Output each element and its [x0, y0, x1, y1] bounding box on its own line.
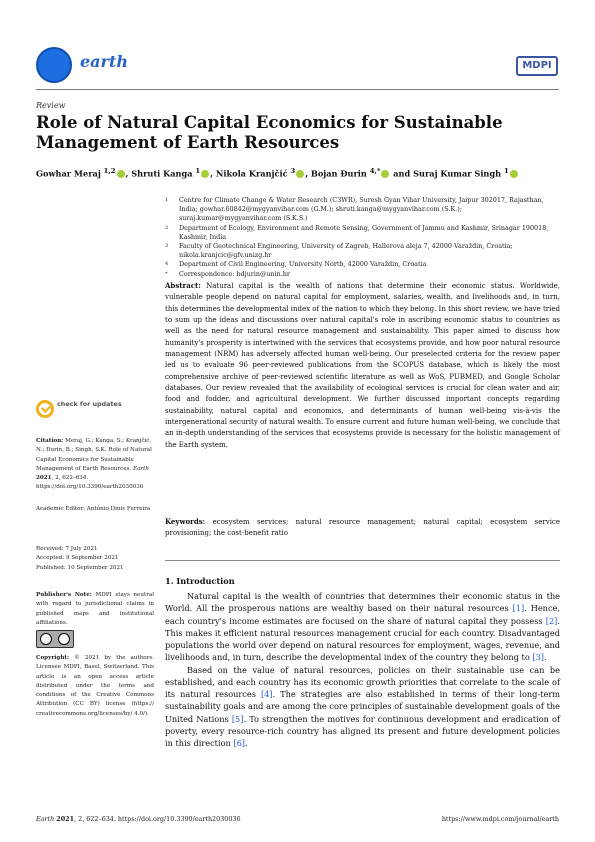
footer-journal-url[interactable]: https://www.mdpi.com/journal/earth: [441, 815, 559, 823]
article-title: Role of Natural Capital Economics for Sustainable Management of Earth Resources: [36, 113, 503, 152]
reference-link[interactable]: [6]: [233, 738, 246, 748]
abstract-text: Natural capital is the wealth of nations that determine their economic status. Worldwide, vulnerable people depend on natural capital for employment, salaries, wealth, and livelihoods and, in turn, this determines the developmental index of the nation to which they belong. In this short review, we have tried to sum up the ideas and discussions over natural capital's role in ascribing economic status to countries as well as the need for natural resource management and sustainability. This paper aimed to discuss how humanity's prosperity is intertwined with the services that ecosystems provide, and how poor natural resource management (NRM) has adversely affected human well-being. Our preselected criteria for the review paper led us to evaluate 96 peer-reviewed publications from the SCOPUS database, which is likely the most comprehensive archive of peer-reviewed scientific literature as well as WoS, PUBMED, and Google Scholar databases. Our review revealed that the availability of ecological services is crucial for clean water and air, food and fodder, and agricultural development. We further discussed important concepts regarding sustainability, natural capital and economics, and determinants of human well-being vis-à-vis the intergenerational security of natural wealth. To ensure current and future human well-being, we conclude that an in-depth understanding of the services that ecosystems provide is necessary for the holistic management of the Earth system.: [165, 282, 560, 449]
author-affiliation-mark: 4,*: [369, 167, 381, 175]
paragraph: Natural capital is the wealth of countries that determines their economic status in the World. All the prosperous nations are wealthy based on their natural resources [1]. Hence, each country's income estimates are focused on the share of natural capital they possess [2]. This makes it efficient natural resources management crucial for each country. Disadvantaged populations the world over depend on natural resources for employment, wages, revenue, and livelihoods and, in turn, describe the developmental index of the country they belong to [3].: [165, 591, 560, 663]
accepted-date: Accepted: 9 September 2021: [36, 555, 119, 562]
orcid-icon[interactable]: [296, 170, 304, 178]
keywords-label: Keywords:: [165, 517, 206, 526]
author-affiliation-mark: 3: [290, 167, 296, 175]
received-date: Received: 7 July 2021: [36, 546, 98, 552]
copyright-notice: Copyright: © 2021 by the authors. Licensee MDPI, Basel, Switzerland. This article is an open access article distributed under the terms and conditions of the Creative Commons Attribution (CC BY) license (https:// creativecommons.org/licenses/by/ 4.0/).: [36, 655, 155, 717]
author-name: Suraj Kumar Singh: [413, 168, 502, 179]
journal-name: earth: [80, 52, 128, 71]
keywords: [165, 516, 560, 540]
cc-icon: [40, 633, 52, 645]
abstract-divider: [165, 560, 560, 561]
reference-link[interactable]: [4]: [260, 689, 273, 699]
orcid-icon[interactable]: [201, 170, 209, 178]
check-for-updates-label[interactable]: check for updates: [57, 400, 122, 408]
author-affiliation-mark: 1,2: [103, 167, 116, 175]
published-date: Published: 10 September 2021: [36, 564, 124, 571]
reference-link[interactable]: [2]: [545, 615, 558, 626]
journal-logo: [36, 47, 72, 83]
affiliations: [165, 196, 560, 279]
author-affiliation-mark: 1: [503, 167, 509, 175]
author-affiliation-mark: 1: [195, 167, 201, 175]
abstract: [165, 280, 560, 451]
affiliation-item: 3 Faculty of Geotechnical Engineering, University of Zagreb, Hallerova aleja 7, 42000 Varaždin, Croatia; nikola.kranjcic@gfv.unizg.hr: [165, 242, 513, 260]
publisher-note: Publisher's Note: MDPI stays neutral with regard to jurisdictional claims in published maps and institutional affiliations.: [36, 592, 154, 626]
cc-license-logo[interactable]: [36, 630, 74, 648]
abstract-label: Abstract:: [165, 281, 201, 290]
paragraph: Based on the value of natural resources, policies on their sustainable use can be established, and each country has its economic growth priorities that correlate to the scale of its natural resources [4]. The strategies are also established in terms of their long-term sustainability goals and are among the core principles of sustainable development goals of the United Nations [5]. To strengthen the motives for continuous development and eradication of poverty, every resource-rich country has aligned its present and future development policies in this direction [6].: [165, 664, 561, 748]
affiliation-item: 1 Centre for Climate Change & Water Research (C3WR), Suresh Gyan Vihar University, Jaipur 302017, Rajasthan, India; gowhar.60842@mygyanvihar.com (G.M.); shruti.kanga@mygyanvihar.com (S.K.); suraj.kumar@mygyanvihar.com (S.K.S.): [165, 196, 544, 223]
author-name: Bojan Đurin: [310, 168, 367, 179]
article-type: Review: [36, 101, 66, 110]
citation-doi[interactable]: , 2, 622–634. https://doi.org/10.3390/earth2030036: [36, 475, 144, 491]
keywords-text: ecosystem services; natural resource management; natural capital; ecosystem service provisioning; the cost-benefit ratio: [165, 518, 560, 538]
introduction-body: [165, 590, 560, 749]
footer-citation: Earth 2021, 2, 622–634. https://doi.org/10.3390/earth2030036: [36, 815, 241, 823]
reference-link[interactable]: [3]: [532, 652, 544, 663]
section-heading: 1. Introduction: [165, 576, 235, 586]
correspondence: * Correspondence: bdjurin@unin.hr: [165, 269, 290, 278]
by-icon: [58, 633, 70, 645]
orcid-icon[interactable]: [381, 170, 389, 178]
author-name: Nikola Kranjčić: [215, 168, 288, 179]
orcid-icon[interactable]: [117, 170, 125, 178]
reference-link[interactable]: [1]: [512, 603, 525, 614]
check-for-updates-icon[interactable]: [36, 400, 54, 418]
author-name: Shruti Kanga: [131, 168, 193, 179]
academic-editor: Academic Editor: António Dinis Ferreira: [36, 506, 151, 512]
orcid-icon[interactable]: [510, 170, 518, 178]
header-divider: [36, 89, 559, 90]
publication-dates: [36, 545, 154, 573]
author-name: Gowhar Meraj: [36, 168, 101, 179]
publisher-logo: MDPI: [516, 56, 558, 76]
affiliation-item: 2 Department of Ecology, Environment and Remote Sensing, Government of Jammu and Kashmir, Srinagar 190018, Kashmir, India: [165, 223, 549, 241]
affiliation-item: 4 Department of Civil Engineering, University North, 42000 Varaždin, Croatia: [165, 260, 427, 269]
citation-block: Citation: Meraj, G.; Kanga, S.; Kranjčić, N.; Đurin, B.; Singh, S.K. Role of Natural Capital Economics for Sustainable Management of Earth Resources. Earth 2021, 2, 622–634. https://doi.org/10.3390/earth2030036: [36, 438, 152, 491]
author-list: Gowhar Meraj $^{1,2}$ , Shruti Kanga $^1$ , Nikola Kranjčić $^3$ , Bojan Đurin $^{4,*}$ and Suraj Kumar Singh $^1$: [36, 166, 576, 180]
reference-link[interactable]: [5]: [231, 713, 244, 724]
